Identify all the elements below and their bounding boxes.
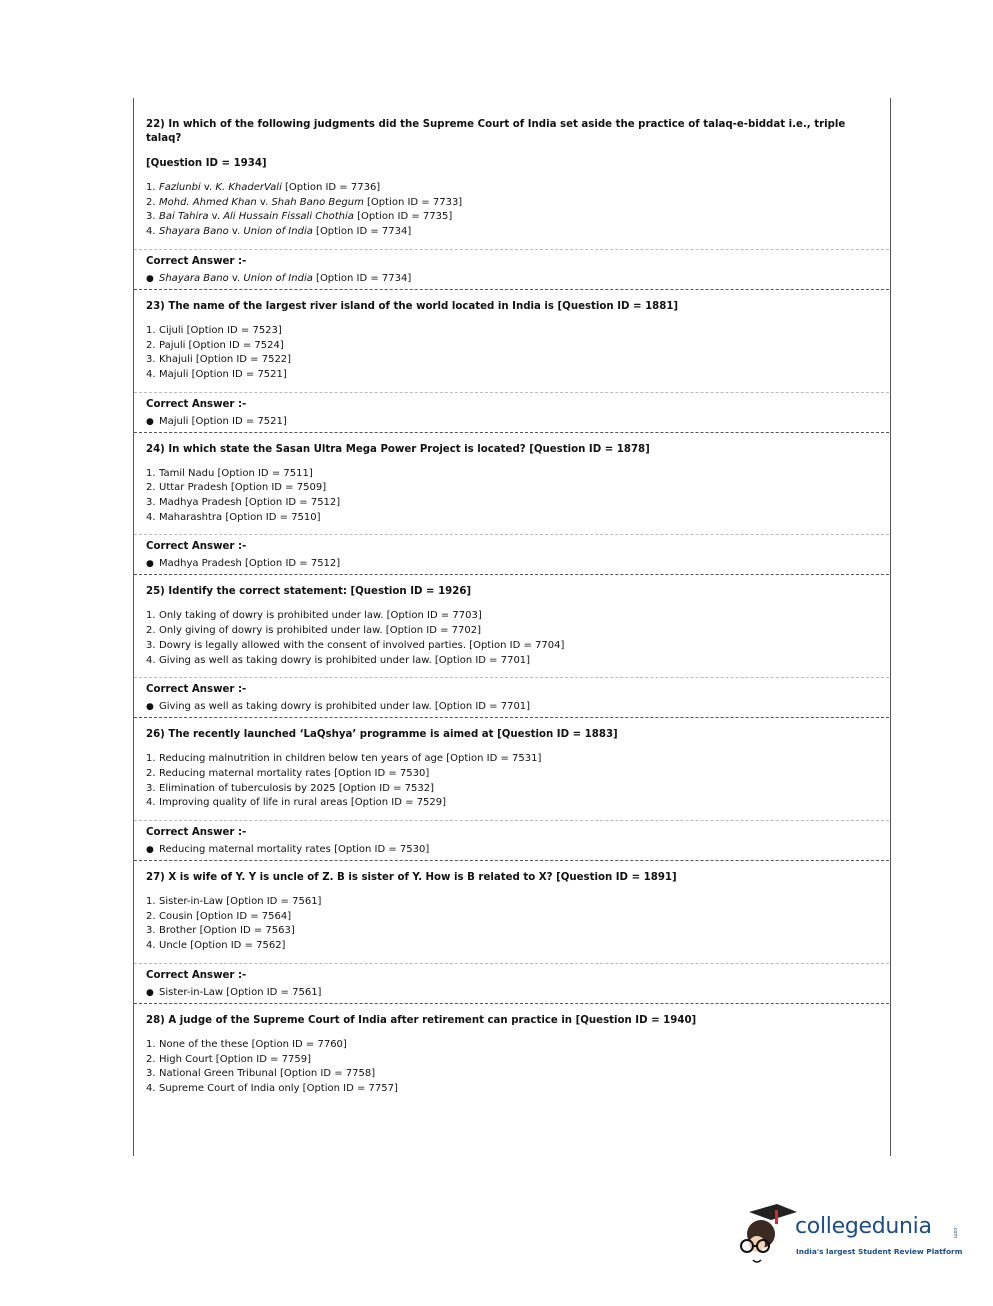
answer-text: Majuli [Option ID = 7521] <box>159 415 287 427</box>
collegedunia-tagline: India's largest Student Review Platform <box>796 1247 963 1256</box>
bullet-icon: ● <box>146 702 154 713</box>
option-item <box>146 210 881 225</box>
option-text: Only giving of dowry is prohibited under law. [Option ID = 7702] <box>159 625 481 637</box>
option-text: Reducing malnutrition in children below ten years of age [Option ID = 7531] <box>159 753 542 765</box>
option-number: 2. <box>146 339 156 351</box>
case-party-a: Bai Tahira <box>159 211 209 223</box>
option-item <box>146 467 881 482</box>
answer-divider <box>134 963 889 964</box>
option-number: 4. <box>146 940 156 952</box>
option-item <box>146 767 881 782</box>
option-text: [Option ID = 7735] <box>353 211 453 223</box>
correct-answer-label: Correct Answer :- <box>146 969 247 981</box>
case-party-b: Union of India <box>243 272 313 284</box>
correct-answer <box>146 843 881 857</box>
option-number: 4. <box>146 511 156 523</box>
option-number: 2. <box>146 767 156 779</box>
option-item <box>146 910 881 925</box>
question-block <box>146 433 881 576</box>
correct-answer-label: Correct Answer :- <box>146 684 247 696</box>
option-text: Elimination of tuberculosis by 2025 [Option ID = 7532] <box>159 782 435 794</box>
option-list <box>146 609 881 668</box>
question-text: 26) The recently launched ‘LaQshya’ programme is aimed at [Question ID = 1883] <box>146 729 618 741</box>
answer-divider <box>134 249 889 250</box>
option-list <box>146 1038 881 1097</box>
case-versus: v. <box>228 272 244 284</box>
question-text: 25) Identify the correct statement: [Question ID = 1926] <box>146 586 472 598</box>
option-number: 4. <box>146 654 156 666</box>
option-item <box>146 895 881 910</box>
question-list <box>146 118 881 1097</box>
option-item <box>146 339 881 354</box>
answer-divider <box>134 820 889 821</box>
option-item <box>146 782 881 797</box>
answer-text: Giving as well as taking dowry is prohibited under law. [Option ID = 7701] <box>159 701 531 713</box>
option-number: 4. <box>146 1082 156 1094</box>
correct-answer <box>146 700 881 714</box>
option-number: 2. <box>146 625 156 637</box>
option-number: 3. <box>146 639 156 651</box>
correct-answer-label: Correct Answer :- <box>146 255 247 267</box>
bullet-icon: ● <box>146 416 154 427</box>
option-number: 1. <box>146 610 156 622</box>
option-item <box>146 1038 881 1053</box>
option-number: 3. <box>146 1068 156 1080</box>
option-item <box>146 353 881 368</box>
option-text: Brother [Option ID = 7563] <box>159 925 295 937</box>
option-text: Pajuli [Option ID = 7524] <box>159 339 284 351</box>
answer-divider <box>134 534 889 535</box>
option-item <box>146 324 881 339</box>
option-item <box>146 368 881 383</box>
option-text: [Option ID = 7736] <box>281 182 381 193</box>
correct-answer-label: Correct Answer :- <box>146 827 247 839</box>
option-item <box>146 924 881 939</box>
answer-divider <box>134 677 889 678</box>
answer-text: Sister-in-Law [Option ID = 7561] <box>159 986 322 998</box>
option-number: 1. <box>146 467 156 479</box>
question-text: 24) In which state the Sasan Ultra Mega Power Project is located? [Question ID = 1878] <box>146 443 650 455</box>
question-block <box>146 861 881 1004</box>
option-number: 2. <box>146 910 156 922</box>
option-text: Only taking of dowry is prohibited under law. [Option ID = 7703] <box>159 610 482 622</box>
question-text: 27) X is wife of Y. Y is uncle of Z. B is sister of Y. How is B related to X? [Question ID = 1891] <box>146 872 677 884</box>
option-text: Uncle [Option ID = 7562] <box>159 940 286 952</box>
option-item <box>146 1082 881 1097</box>
option-number: 3. <box>146 925 156 937</box>
option-item <box>146 496 881 511</box>
option-text: Cousin [Option ID = 7564] <box>159 910 292 922</box>
option-number: 2. <box>146 196 156 208</box>
answer-text: Madhya Pradesh [Option ID = 7512] <box>159 558 341 570</box>
option-item <box>146 939 881 954</box>
question-block <box>146 718 881 861</box>
option-number: 1. <box>146 182 156 193</box>
correct-answer <box>146 272 881 286</box>
option-text: Cijuli [Option ID = 7523] <box>159 324 282 336</box>
case-party-b: K. KhaderVali <box>215 182 282 193</box>
question-id: [Question ID = 1934] <box>146 158 267 169</box>
answer-divider <box>134 392 889 393</box>
option-item <box>146 796 881 811</box>
option-number: 1. <box>146 896 156 908</box>
case-party-b: Shah Bano Begum <box>271 196 364 208</box>
option-text: Reducing maternal mortality rates [Option ID = 7530] <box>159 767 430 779</box>
option-text: Giving as well as taking dowry is prohibited under law. [Option ID = 7701] <box>159 654 531 666</box>
answer-text: Reducing maternal mortality rates [Option ID = 7530] <box>159 844 430 856</box>
option-text: High Court [Option ID = 7759] <box>159 1053 312 1065</box>
option-text: None of the these [Option ID = 7760] <box>159 1038 347 1050</box>
question-block <box>146 118 881 290</box>
case-versus: v. <box>228 226 244 238</box>
option-number: 2. <box>146 1053 156 1065</box>
option-item <box>146 1053 881 1068</box>
option-number: 4. <box>146 226 156 238</box>
case-party-a: Fazlunbi <box>159 182 201 193</box>
option-text: Improving quality of life in rural areas [Option ID = 7529] <box>159 797 447 809</box>
case-versus: v. <box>208 211 224 223</box>
option-text: Maharashtra [Option ID = 7510] <box>159 511 321 523</box>
correct-answer <box>146 986 881 1000</box>
option-number: 3. <box>146 354 156 366</box>
option-number: 4. <box>146 368 156 380</box>
case-party-a: Shayara Bano <box>159 272 229 284</box>
option-text: [Option ID = 7734] <box>312 226 412 238</box>
option-text: Uttar Pradesh [Option ID = 7509] <box>159 482 327 494</box>
option-text: Madhya Pradesh [Option ID = 7512] <box>159 497 341 509</box>
option-item <box>146 481 881 496</box>
option-item <box>146 654 881 669</box>
option-number: 2. <box>146 482 156 494</box>
bullet-icon: ● <box>146 845 154 856</box>
case-party-b: Ali Hussain Fissali Chothia <box>223 211 354 223</box>
option-list <box>146 181 881 240</box>
option-text: Khajuli [Option ID = 7522] <box>159 354 292 366</box>
option-number: 3. <box>146 782 156 794</box>
option-item <box>146 639 881 654</box>
case-versus: v. <box>200 182 216 193</box>
option-text: Dowry is legally allowed with the consent of involved parties. [Option ID = 7704] <box>159 639 565 651</box>
option-text: [Option ID = 7733] <box>363 196 463 208</box>
correct-answer <box>146 557 881 571</box>
option-list <box>146 752 881 811</box>
option-item <box>146 181 881 196</box>
option-item <box>146 511 881 526</box>
option-number: 1. <box>146 324 156 336</box>
question-block <box>146 290 881 433</box>
collegedunia-logo-com: .com <box>952 1226 958 1239</box>
case-party-b: Union of India <box>243 226 313 238</box>
option-text: National Green Tribunal [Option ID = 7758] <box>159 1068 376 1080</box>
case-versus: v. <box>256 196 272 208</box>
question-block <box>146 1004 881 1097</box>
option-text: Majuli [Option ID = 7521] <box>159 368 287 380</box>
option-text: Supreme Court of India only [Option ID = 7757] <box>159 1082 398 1094</box>
option-text: Sister-in-Law [Option ID = 7561] <box>159 896 322 908</box>
option-item <box>146 1067 881 1082</box>
option-list <box>146 324 881 383</box>
option-item <box>146 624 881 639</box>
option-number: 3. <box>146 211 156 223</box>
option-number: 4. <box>146 797 156 809</box>
bullet-icon: ● <box>146 273 154 284</box>
option-number: 3. <box>146 497 156 509</box>
option-number: 1. <box>146 1038 156 1050</box>
option-list <box>146 895 881 954</box>
correct-answer-label: Correct Answer :- <box>146 541 247 553</box>
collegedunia-logo-text: collegedunia <box>795 1214 932 1239</box>
option-item <box>146 196 881 211</box>
case-party-a: Mohd. Ahmed Khan <box>159 196 257 208</box>
option-item <box>146 225 881 240</box>
correct-answer <box>146 415 881 429</box>
answer-text: [Option ID = 7734] <box>312 272 412 284</box>
question-text: 23) The name of the largest river island of the world located in India is [Question ID = 1881] <box>146 300 679 312</box>
bullet-icon: ● <box>146 987 154 998</box>
question-block <box>146 575 881 718</box>
question-text: 28) A judge of the Supreme Court of India after retirement can practice in [Question ID = 1940] <box>146 1014 697 1026</box>
option-number: 1. <box>146 753 156 765</box>
case-party-a: Shayara Bano <box>159 226 229 238</box>
option-list <box>146 467 881 526</box>
bullet-icon: ● <box>146 559 154 570</box>
option-item <box>146 609 881 624</box>
option-text: Tamil Nadu [Option ID = 7511] <box>159 467 313 479</box>
correct-answer-label: Correct Answer :- <box>146 398 247 410</box>
option-item <box>146 752 881 767</box>
question-text: 22) In which of the following judgments did the Supreme Court of India set aside the practice of talaq-e-biddat i.e., triple talaq? <box>146 119 846 144</box>
